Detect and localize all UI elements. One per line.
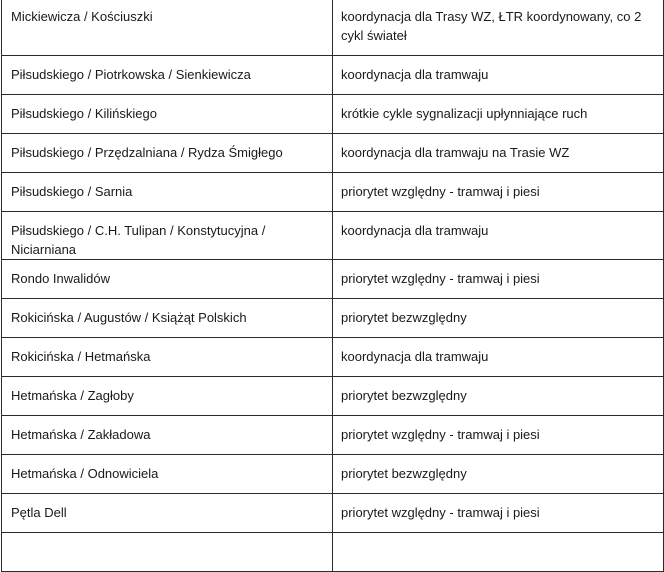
intersection-cell: Mickiewicza / Kościuszki — [2, 0, 333, 56]
intersection-cell: Rokicińska / Augustów / Książąt Polskich — [2, 299, 333, 338]
mode-cell: priorytet bezwzględny — [333, 377, 664, 416]
intersection-cell: Piłsudskiego / Piotrkowska / Sienkiewicza — [2, 56, 333, 95]
intersection-cell: Piłsudskiego / Kilińskiego — [2, 95, 333, 134]
table-row — [2, 416, 664, 455]
table-row — [2, 173, 664, 212]
intersection-cell: Hetmańska / Zagłoby — [2, 377, 333, 416]
table-row — [2, 0, 664, 56]
intersection-cell: Hetmańska / Zakładowa — [2, 416, 333, 455]
intersection-cell: Rondo Inwalidów — [2, 260, 333, 299]
intersection-cell: Hetmańska / Odnowiciela — [2, 455, 333, 494]
intersection-cell: Piłsudskiego / Sarnia — [2, 173, 333, 212]
table-row — [2, 95, 664, 134]
mode-cell: krótkie cykle sygnalizacji upłynniające ruch — [333, 95, 664, 134]
mode-cell: koordynacja dla tramwaju — [333, 212, 664, 260]
mode-cell: koordynacja dla tramwaju — [333, 56, 664, 95]
table-row — [2, 56, 664, 95]
table-row — [2, 134, 664, 173]
intersection-cell — [2, 533, 333, 572]
table-row — [2, 455, 664, 494]
table-row — [2, 299, 664, 338]
intersection-cell: Rokicińska / Hetmańska — [2, 338, 333, 377]
intersection-cell: Pętla Dell — [2, 494, 333, 533]
mode-cell: koordynacja dla Trasy WZ, ŁTR koordynowany, co 2 cykl świateł — [333, 0, 664, 56]
intersection-cell: Piłsudskiego / Przędzalniana / Rydza Śmigłego — [2, 134, 333, 173]
mode-cell: priorytet względny - tramwaj i piesi — [333, 416, 664, 455]
signal-priority-table — [1, 0, 664, 572]
table-row — [2, 212, 664, 260]
table-row — [2, 260, 664, 299]
mode-cell: koordynacja dla tramwaju na Trasie WZ — [333, 134, 664, 173]
table-row — [2, 377, 664, 416]
table-row — [2, 338, 664, 377]
table-row — [2, 494, 664, 533]
mode-cell: priorytet względny - tramwaj i piesi — [333, 260, 664, 299]
mode-cell: priorytet bezwzględny — [333, 299, 664, 338]
mode-cell — [333, 533, 664, 572]
mode-cell: koordynacja dla tramwaju — [333, 338, 664, 377]
mode-cell: priorytet bezwzględny — [333, 455, 664, 494]
table-row — [2, 533, 664, 572]
intersection-cell: Piłsudskiego / C.H. Tulipan / Konstytucyjna / Niciarniana — [2, 212, 333, 260]
mode-cell: priorytet względny - tramwaj i piesi — [333, 173, 664, 212]
mode-cell: priorytet względny - tramwaj i piesi — [333, 494, 664, 533]
